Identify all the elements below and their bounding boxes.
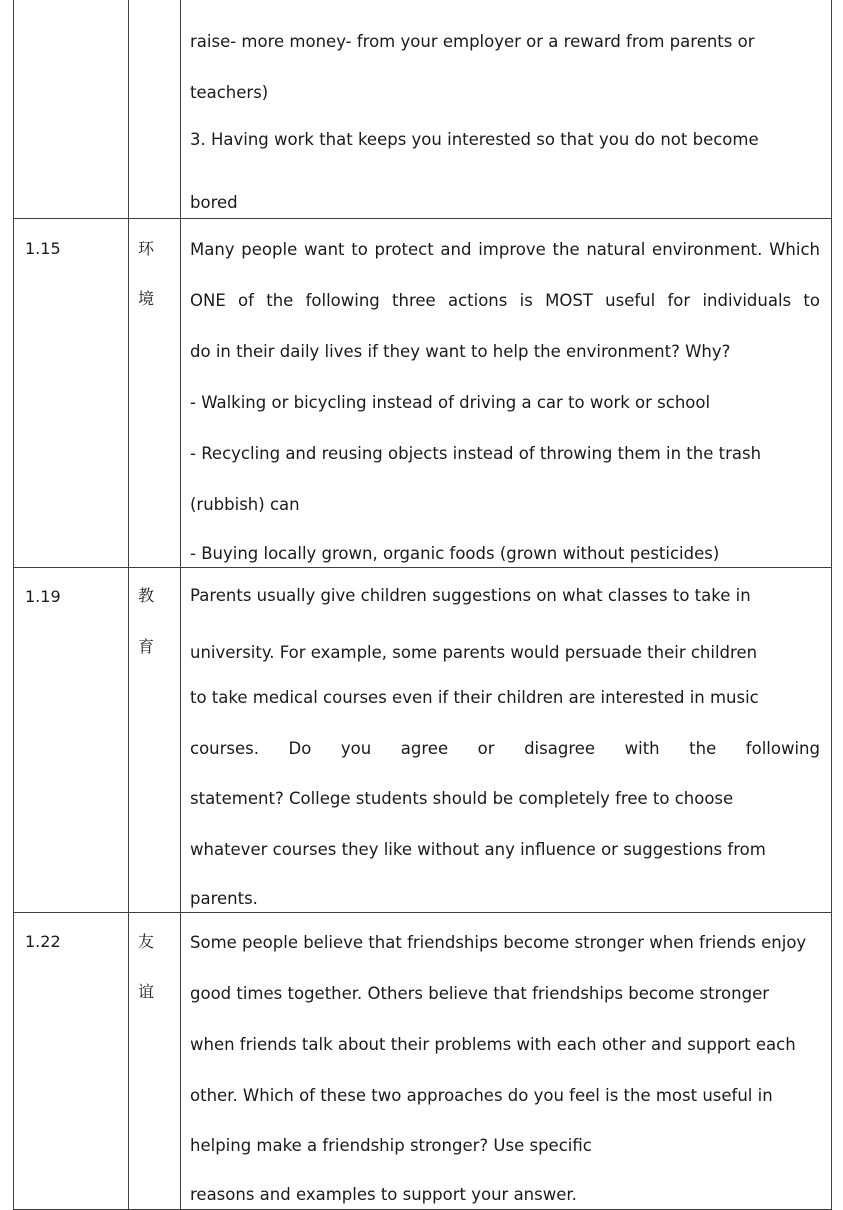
question-line: (rubbish) can (190, 495, 300, 514)
question-text (190, 218, 820, 567)
topic-char: 友 (138, 932, 155, 951)
question-line: do in their daily lives if they want to help the environment? Why? (190, 342, 731, 361)
question-line: whatever courses they like without any influence or suggestions from (190, 840, 766, 859)
question-line: parents. (190, 889, 258, 908)
question-line: Many people want to protect and improve the natural environment. Which (190, 240, 820, 259)
table-row (13, 912, 832, 1209)
question-line: Some people believe that friendships become stronger when friends enjoy (190, 933, 807, 952)
question-line: helping make a friendship stronger? Use specific (190, 1136, 592, 1155)
question-text (190, 912, 820, 1209)
topic-char: 环 (138, 239, 155, 258)
document-table (13, 0, 832, 1210)
question-line: ONE of the following three actions is MOST useful for individuals to (190, 291, 820, 310)
table-row (13, 567, 832, 912)
question-line: statement? College students should be completely free to choose (190, 789, 734, 808)
topic-char: 教 (138, 586, 155, 605)
question-number: 1.15 (25, 239, 61, 258)
question-line: Parents usually give children suggestions on what classes to take in (190, 586, 751, 605)
question-line: - Walking or bicycling instead of driving a car to work or school (190, 393, 711, 412)
topic-char: 谊 (138, 982, 155, 1001)
topic-char: 育 (138, 637, 155, 656)
question-line: to take medical courses even if their children are interested in music (190, 688, 759, 707)
question-line: raise- more money- from your employer or a reward from parents or (190, 32, 755, 51)
table-row (13, 218, 832, 567)
question-line: good times together. Others believe that friendships become stronger (190, 984, 769, 1003)
topic-char: 境 (138, 289, 155, 308)
table-row (13, 0, 832, 218)
question-line: bored (190, 193, 238, 212)
question-line: 3. Having work that keeps you interested so that you do not become (190, 130, 759, 149)
question-text (190, 0, 820, 218)
question-line: - Buying locally grown, organic foods (grown without pesticides) (190, 544, 720, 563)
question-number: 1.19 (25, 587, 61, 606)
question-line: reasons and examples to support your answer. (190, 1185, 577, 1204)
question-line: courses. Do you agree or disagree with the following (190, 739, 820, 758)
question-line: when friends talk about their problems with each other and support each (190, 1035, 796, 1054)
question-line: teachers) (190, 83, 269, 102)
question-line: university. For example, some parents would persuade their children (190, 643, 758, 662)
question-line: - Recycling and reusing objects instead of throwing them in the trash (190, 444, 762, 463)
question-number: 1.22 (25, 932, 61, 951)
question-text (190, 567, 820, 912)
question-line: other. Which of these two approaches do you feel is the most useful in (190, 1086, 773, 1105)
